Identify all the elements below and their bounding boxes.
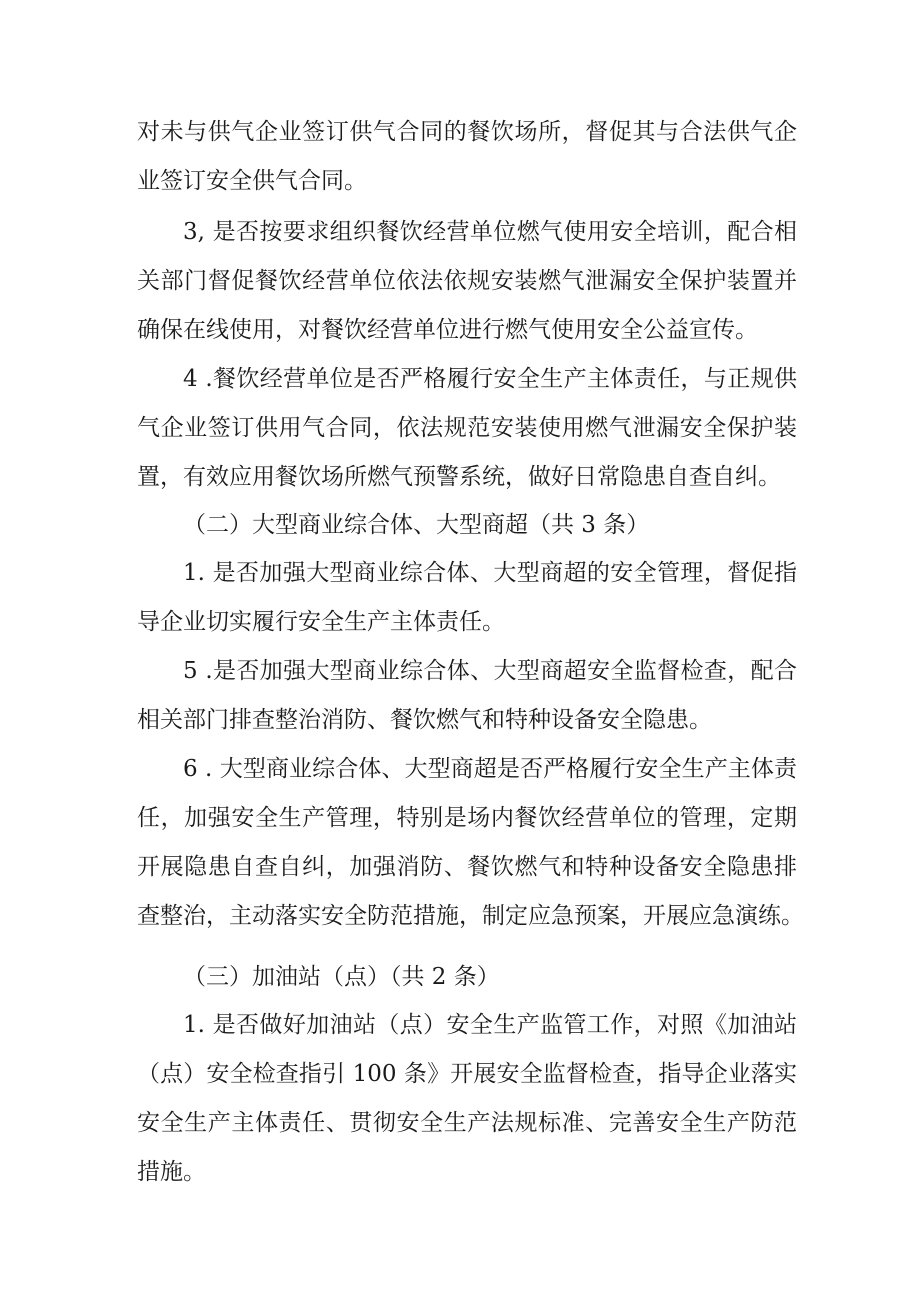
paragraph-line: 置，有效应用餐饮场所燃气预警系统，做好日常隐患自查自纠。 bbox=[137, 464, 781, 490]
paragraph-line: 措施。 bbox=[137, 1159, 206, 1185]
paragraph-line: 开展隐患自查自纠，加强消防、餐饮燃气和特种设备安全隐患排 bbox=[137, 854, 797, 880]
paragraph-line: 查整治，主动落实安全防范措施，制定应急预案，开展应急演练。 bbox=[137, 903, 804, 929]
paragraph-line: 安全生产主体责任、贯彻安全生产法规标准、完善安全生产防范 bbox=[137, 1110, 797, 1136]
paragraph-line: 相关部门排查整治消防、餐饮燃气和特种设备安全隐患。 bbox=[137, 707, 712, 733]
paragraph-line: 确保在线使用，对餐饮经营单位进行燃气使用安全公益宣传。 bbox=[137, 317, 758, 343]
paragraph-line: 气企业签订供用气合同，依法规范安装使用燃气泄漏安全保护装 bbox=[137, 415, 797, 441]
paragraph-line: 3, 是否按要求组织餐饮经营单位燃气使用安全培训，配合相 bbox=[183, 219, 797, 245]
paragraph-line: 任，加强安全生产管理，特别是场内餐饮经营单位的管理，定期 bbox=[137, 805, 797, 831]
paragraph-line: 关部门督促餐饮经营单位依法依规安装燃气泄漏安全保护装置并 bbox=[137, 268, 797, 294]
section-heading: （三）加油站（点）（共 2 条） bbox=[183, 964, 500, 990]
paragraph-line: 4 .餐饮经营单位是否严格履行安全生产主体责任，与正规供 bbox=[183, 366, 797, 392]
paragraph-line: 对未与供气企业签订供气合同的餐饮场所，督促其与合法供气企 bbox=[137, 119, 797, 145]
paragraph-line: 5 .是否加强大型商业综合体、大型商超安全监督检查，配合 bbox=[183, 658, 797, 684]
paragraph-line: 业签订安全供气合同。 bbox=[137, 168, 367, 194]
section-heading: （二）大型商业综合体、大型商超（共 3 条） bbox=[183, 512, 650, 538]
paragraph-line: 6 . 大型商业综合体、大型商超是否严格履行安全生产主体责 bbox=[183, 756, 797, 782]
paragraph-line: 1. 是否做好加油站（点）安全生产监管工作，对照《加油站 bbox=[183, 1012, 797, 1038]
paragraph-line: （点）安全检查指引 100 条》开展安全监督检查，指导企业落实 bbox=[137, 1061, 797, 1087]
paragraph-line: 导企业切实履行安全生产主体责任。 bbox=[137, 609, 505, 635]
paragraph-line: 1. 是否加强大型商业综合体、大型商超的安全管理，督促指 bbox=[183, 560, 797, 586]
